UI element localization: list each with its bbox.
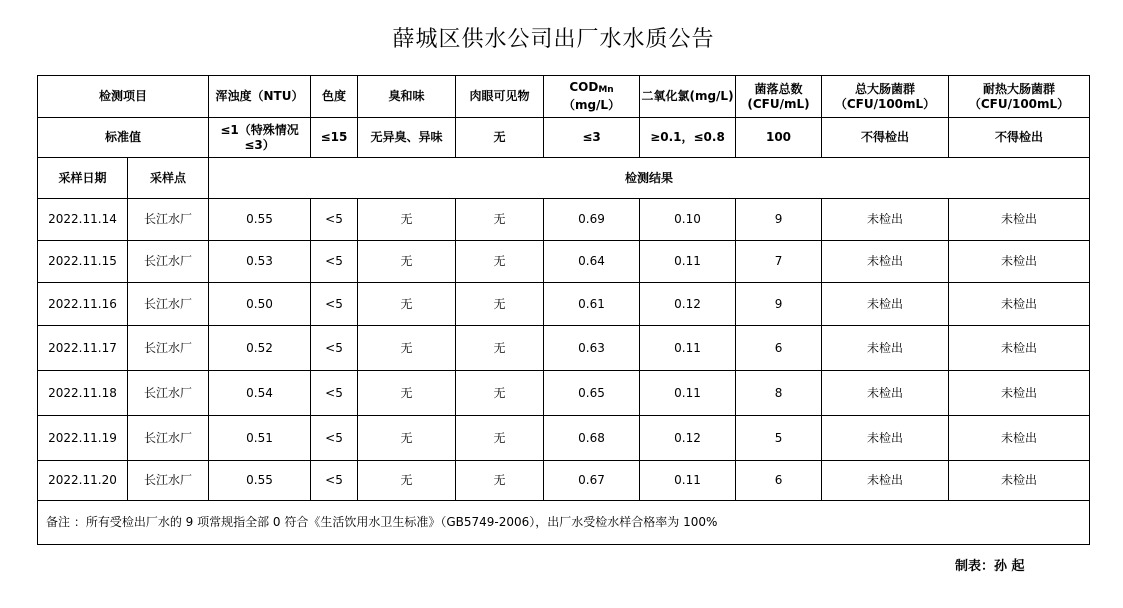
- cell-site: 长江水厂: [128, 326, 209, 371]
- cell-total-coliform: 未检出: [822, 283, 949, 326]
- cell-chlorine-dioxide: 0.11: [640, 461, 736, 501]
- header-turbidity: 浑浊度（NTU）: [209, 76, 311, 118]
- cell-total-coliform: 未检出: [822, 199, 949, 241]
- cell-total-bacteria: 7: [736, 241, 822, 283]
- header-cod-unit: （mg/L）: [562, 98, 621, 112]
- table-row: [38, 371, 1090, 416]
- cell-chlorine-dioxide: 0.11: [640, 371, 736, 416]
- note-row: [38, 501, 1090, 545]
- cell-color: <5: [311, 371, 358, 416]
- table-row: [38, 241, 1090, 283]
- cell-cod: 0.69: [544, 199, 640, 241]
- cell-date: 2022.11.15: [38, 241, 128, 283]
- cell-cod: 0.63: [544, 326, 640, 371]
- cell-color: <5: [311, 241, 358, 283]
- results-header-row: [38, 158, 1090, 199]
- cell-chlorine-dioxide: 0.11: [640, 241, 736, 283]
- cell-visible: 无: [456, 283, 544, 326]
- standard-thermo-coliform: 不得检出: [949, 118, 1090, 158]
- header-total-coliform-unit: （CFU/100mL）: [834, 96, 936, 111]
- cell-visible: 无: [456, 416, 544, 461]
- sampling-site-label: 采样点: [128, 158, 209, 199]
- cell-visible: 无: [456, 199, 544, 241]
- header-chlorine-dioxide: 二氧化氯(mg/L): [640, 76, 736, 118]
- header-visible: 肉眼可见物: [456, 76, 544, 118]
- cell-cod: 0.64: [544, 241, 640, 283]
- cell-cod: 0.68: [544, 416, 640, 461]
- table-row: [38, 199, 1090, 241]
- cell-visible: 无: [456, 371, 544, 416]
- header-thermo-coliform-name: 耐热大肠菌群: [983, 81, 1056, 96]
- standard-total-coliform: 不得检出: [822, 118, 949, 158]
- header-total-bacteria-name: 菌落总数: [754, 81, 803, 96]
- standard-color: ≤15: [311, 118, 358, 158]
- cell-thermo-coliform: 未检出: [949, 416, 1090, 461]
- cell-color: <5: [311, 461, 358, 501]
- header-cod: [544, 76, 640, 118]
- cell-thermo-coliform: 未检出: [949, 199, 1090, 241]
- header-total-coliform: [822, 76, 949, 118]
- cell-color: <5: [311, 199, 358, 241]
- standard-cod: ≤3: [544, 118, 640, 158]
- cell-thermo-coliform: 未检出: [949, 283, 1090, 326]
- table-row: [38, 416, 1090, 461]
- water-quality-table: [37, 75, 1090, 545]
- cell-date: 2022.11.16: [38, 283, 128, 326]
- header-row: [38, 76, 1090, 118]
- results-label: 检测结果: [209, 158, 1090, 199]
- header-total-coliform-name: 总大肠菌群: [855, 81, 916, 96]
- standard-total-bacteria: 100: [736, 118, 822, 158]
- cell-thermo-coliform: 未检出: [949, 241, 1090, 283]
- cell-odor: 无: [358, 461, 456, 501]
- header-color: 色度: [311, 76, 358, 118]
- cell-thermo-coliform: 未检出: [949, 326, 1090, 371]
- sampling-date-label: 采样日期: [38, 158, 128, 199]
- standard-label: 标准值: [38, 118, 209, 158]
- cell-total-bacteria: 9: [736, 199, 822, 241]
- cell-date: 2022.11.20: [38, 461, 128, 501]
- cell-total-coliform: 未检出: [822, 371, 949, 416]
- cell-turbidity: 0.54: [209, 371, 311, 416]
- cell-total-coliform: 未检出: [822, 416, 949, 461]
- cell-odor: 无: [358, 199, 456, 241]
- cell-cod: 0.67: [544, 461, 640, 501]
- cell-thermo-coliform: 未检出: [949, 371, 1090, 416]
- header-total-bacteria: [736, 76, 822, 118]
- cell-odor: 无: [358, 283, 456, 326]
- cell-cod: 0.61: [544, 283, 640, 326]
- cell-turbidity: 0.51: [209, 416, 311, 461]
- cell-total-coliform: 未检出: [822, 241, 949, 283]
- cell-color: <5: [311, 283, 358, 326]
- standard-chlorine-dioxide: ≥0.1，≤0.8: [640, 118, 736, 158]
- cell-turbidity: 0.55: [209, 199, 311, 241]
- cell-date: 2022.11.17: [38, 326, 128, 371]
- cell-odor: 无: [358, 416, 456, 461]
- cell-total-bacteria: 8: [736, 371, 822, 416]
- cell-date: 2022.11.18: [38, 371, 128, 416]
- cell-turbidity: 0.55: [209, 461, 311, 501]
- cell-chlorine-dioxide: 0.12: [640, 283, 736, 326]
- cell-site: 长江水厂: [128, 416, 209, 461]
- header-odor: 臭和味: [358, 76, 456, 118]
- table-row: [38, 326, 1090, 371]
- cell-site: 长江水厂: [128, 199, 209, 241]
- cell-chlorine-dioxide: 0.12: [640, 416, 736, 461]
- cell-chlorine-dioxide: 0.11: [640, 326, 736, 371]
- cell-color: <5: [311, 416, 358, 461]
- cell-turbidity: 0.52: [209, 326, 311, 371]
- cell-odor: 无: [358, 326, 456, 371]
- standard-visible: 无: [456, 118, 544, 158]
- cell-turbidity: 0.53: [209, 241, 311, 283]
- standard-odor: 无异臭、异味: [358, 118, 456, 158]
- header-cod-prefix: COD: [569, 80, 599, 94]
- header-item: 检测项目: [38, 76, 209, 118]
- cell-cod: 0.65: [544, 371, 640, 416]
- cell-thermo-coliform: 未检出: [949, 461, 1090, 501]
- cell-color: <5: [311, 326, 358, 371]
- header-total-bacteria-unit: (CFU/mL): [747, 96, 810, 111]
- cell-total-coliform: 未检出: [822, 326, 949, 371]
- cell-site: 长江水厂: [128, 371, 209, 416]
- cell-visible: 无: [456, 326, 544, 371]
- cell-odor: 无: [358, 241, 456, 283]
- cell-date: 2022.11.19: [38, 416, 128, 461]
- table-row: [38, 283, 1090, 326]
- header-thermo-coliform-unit: （CFU/100mL）: [968, 96, 1070, 111]
- cell-date: 2022.11.14: [38, 199, 128, 241]
- standard-row: [38, 118, 1090, 158]
- cell-odor: 无: [358, 371, 456, 416]
- cell-total-bacteria: 5: [736, 416, 822, 461]
- cell-chlorine-dioxide: 0.10: [640, 199, 736, 241]
- cell-total-bacteria: 6: [736, 326, 822, 371]
- signature: 制表：孙 起: [955, 559, 1025, 574]
- page-title: 薛城区供水公司出厂水水质公告: [392, 27, 715, 52]
- header-cod-subscript: Mn: [598, 85, 614, 95]
- cell-total-bacteria: 6: [736, 461, 822, 501]
- table-row: [38, 461, 1090, 501]
- cell-total-coliform: 未检出: [822, 461, 949, 501]
- cell-site: 长江水厂: [128, 461, 209, 501]
- cell-total-bacteria: 9: [736, 283, 822, 326]
- cell-site: 长江水厂: [128, 241, 209, 283]
- cell-site: 长江水厂: [128, 283, 209, 326]
- cell-turbidity: 0.50: [209, 283, 311, 326]
- cell-visible: 无: [456, 461, 544, 501]
- cell-visible: 无: [456, 241, 544, 283]
- header-thermo-coliform: [949, 76, 1090, 118]
- note-text: 备注 ：所有受检出厂水的 9 项常规指全部 0 符合《生活饮用水卫生标准》（GB5749-2006），出厂水受检水样合格率为 100%: [38, 501, 1090, 545]
- standard-turbidity: ≤1（特殊情况≤3）: [209, 118, 311, 158]
